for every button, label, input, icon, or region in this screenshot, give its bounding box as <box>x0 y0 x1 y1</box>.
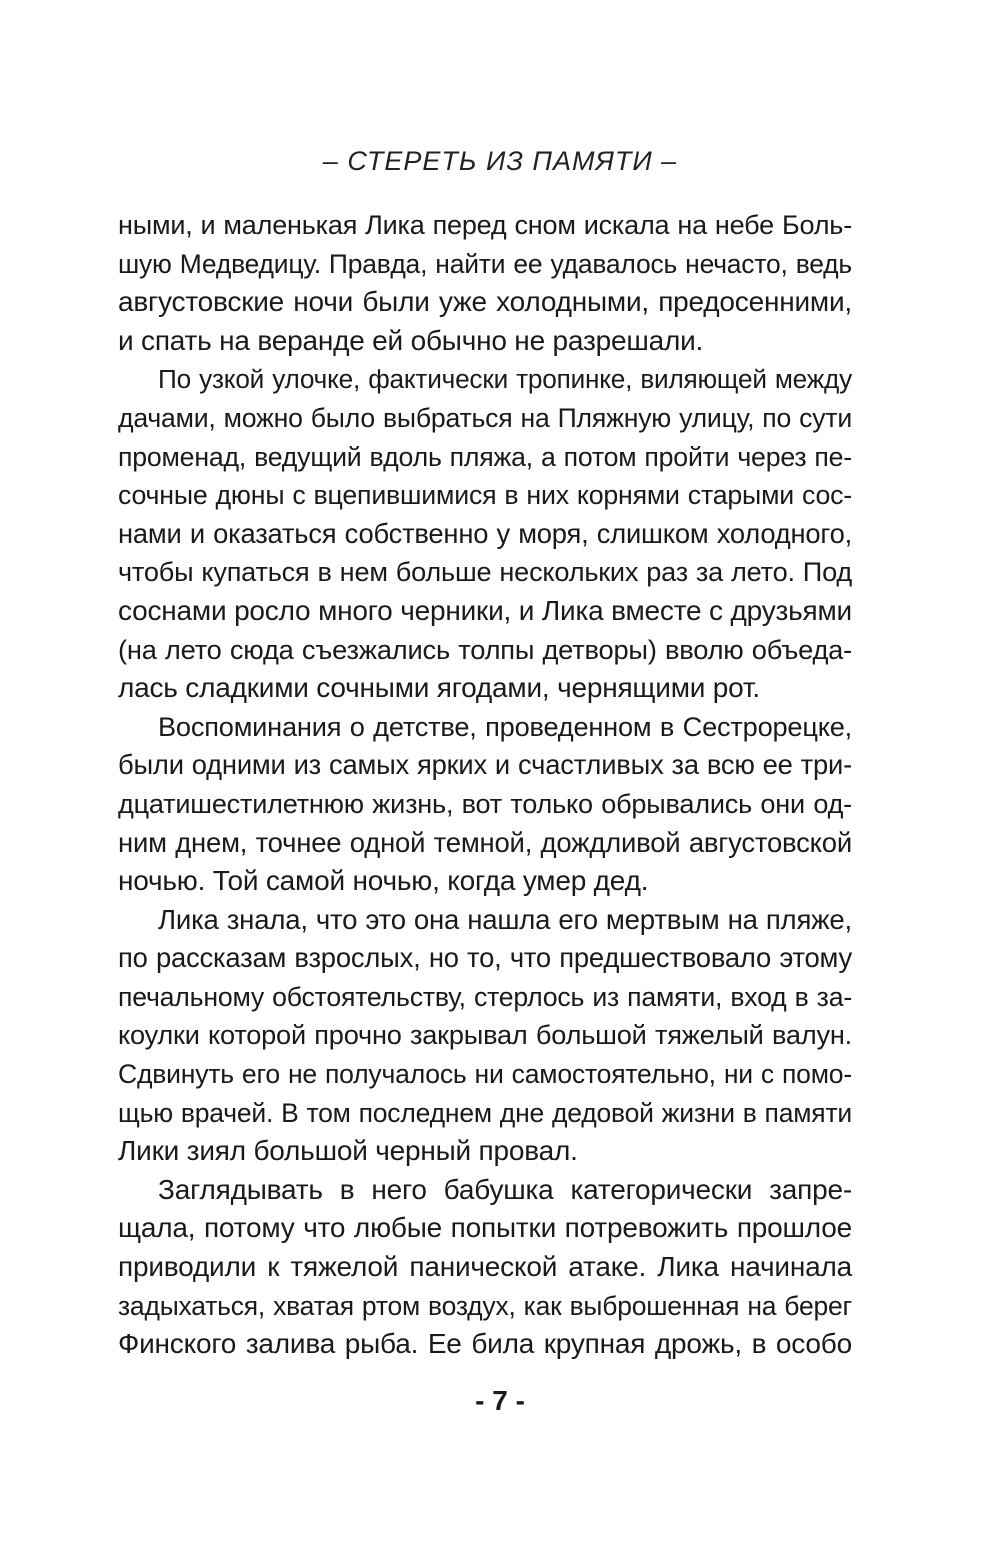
running-title: – СТЕРЕТЬ ИЗ ПАМЯТИ – <box>322 146 678 176</box>
text-line: ночью. Той самой ночью, когда умер дед. <box>118 865 649 897</box>
text-line: печальному обстоятельству, стерлось из памяти, вход в за- <box>118 981 852 1012</box>
text-line: и спать на веранде ей обычно не разрешали. <box>118 324 704 356</box>
text-line: задыхаться, хватая ртом воздух, как выброшенная на берег <box>118 1290 852 1321</box>
text-line: соснами росло много черники, и Лика вместе с друзьями <box>118 594 852 626</box>
text-line: ными, и маленькая Лика перед сном искала на небе Боль- <box>118 210 852 240</box>
text-line: Финского залива рыба. Ее била крупная дрожь, в особо <box>118 1328 852 1360</box>
text-line: променад, ведущий вдоль пляжа, а потом пройти через пе- <box>118 441 852 472</box>
text-line: чтобы купаться в нем больше нескольких раз за лето. Под <box>118 556 852 588</box>
text-line: Воспоминания о детстве, проведенном в Сестрорецке, <box>158 710 852 742</box>
text-line: дцатишестилетнюю жизнь, вот только обрывались они од- <box>118 787 852 819</box>
text-line: августовские ночи были уже холодными, предосенними, <box>118 286 852 318</box>
text-line: лась сладкими сочными ягодами, чернящими рот. <box>118 672 761 704</box>
page-text <box>118 206 852 1364</box>
page-number: - 7 - <box>475 1385 525 1416</box>
text-line: были одними из самых ярких и счастливых за всю ее три- <box>118 749 852 781</box>
text-line: коулки которой прочно закрывал большой тяжелый валун. <box>118 1019 852 1051</box>
text-line: по рассказам взрослых, но то, что предшествовало этому <box>118 942 852 974</box>
text-line: Сдвинуть его не получалось ни самостоятельно, ни с помо- <box>118 1059 852 1090</box>
text-line: Лика знала, что это она нашла его мертвым на пляже, <box>158 903 852 935</box>
text-line: приводили к тяжелой панической атаке. Лика начинала <box>118 1251 852 1283</box>
text-line: По узкой улочке, фактически тропинке, виляющей между <box>158 364 852 395</box>
text-line: Лики зиял большой черный провал. <box>118 1135 578 1167</box>
text-line: Заглядывать в него бабушка категорически запре- <box>158 1173 852 1205</box>
text-line: щала, потому что любые попытки потревожить прошлое <box>118 1212 852 1244</box>
text-line: щью врачей. В том последнем дне дедовой жизни в памяти <box>118 1097 852 1128</box>
text-line: шую Медведицу. Правда, найти ее удавалось нечасто, ведь <box>118 248 852 279</box>
text-line: нами и оказаться собственно у моря, слишком холодного, <box>118 517 852 549</box>
text-line: (на лето сюда съезжались толпы детворы) вволю объеда- <box>118 633 852 665</box>
text-line: ним днем, точнее одной темной, дождливой августовской <box>118 826 852 858</box>
text-line: дачами, можно было выбраться на Пляжную улицу, по сути <box>118 402 852 433</box>
text-line: сочные дюны с вцепившимися в них корнями старыми сос- <box>118 480 852 511</box>
